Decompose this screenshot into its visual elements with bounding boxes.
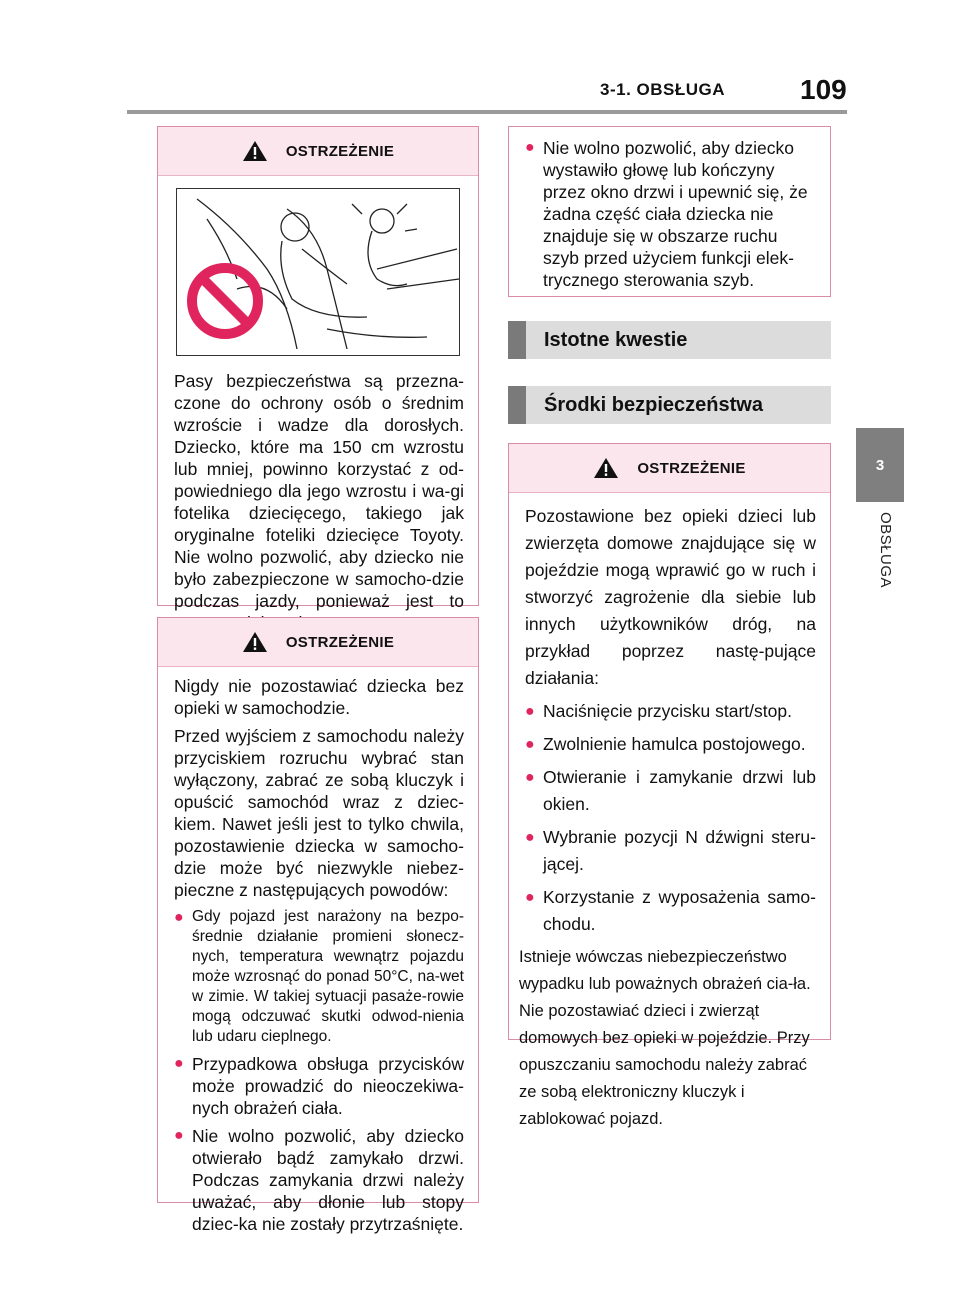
warning-body <box>158 667 478 1251</box>
bullet-icon: ● <box>174 1055 184 1072</box>
bullet-item <box>174 907 464 1047</box>
chapter-tab-number: 3 <box>856 428 904 502</box>
bullet-text: Korzystanie z wyposażenia samo-chodu. <box>543 887 816 934</box>
bullet-text: Gdy pojazd jest narażony na bezpo-średnie działanie promieni słonecz-nych, temperatura wewnątrz pojazdu może wzrosnąć do ponad 50°C, na-wet w zimie. W takiej sytuacji pasaże-rowie mogą odczuwać skutki odwod-nienia lub udaru cieplnego. <box>192 908 464 1045</box>
warning-text: Pasy bezpieczeństwa są przezna-czone do ochrony osób o średnim wzroście i wadze dla dorosłych. Dziecko, które ma 150 cm wzrostu lub mniej, powinno korzystać z od-powiedniego dla jego wzrostu i wa-gi fotelika dziecięcego, takiego jak oryginalne foteliki dziecięce Toyoty. Nie wolno pozwolić, aby dziecko nie było zabezpieczone w samocho-dzie podczas jazdy, ponieważ jest to <box>174 371 464 611</box>
section-title: Środki bezpieczeństwa <box>544 393 763 416</box>
bullet-icon: ● <box>525 829 535 846</box>
bullet-icon: ● <box>174 1127 184 1144</box>
bullet-text: Zwolnienie hamulca postojowego. <box>543 734 806 754</box>
bullet-icon: ● <box>525 769 535 786</box>
warning-title: OSTRZEŻENIE <box>285 142 395 160</box>
chapter-tab-label: OBSŁUGA <box>877 512 894 589</box>
section-marker <box>508 321 526 359</box>
warning-triangle-icon <box>242 140 268 162</box>
bullet-item <box>525 884 816 938</box>
warning-title: OSTRZEŻENIE <box>637 459 746 477</box>
warning-paragraph: Nigdy nie pozostawiać dziecka bez opieki w samochodzie. <box>174 676 464 718</box>
bullet-item <box>525 731 816 758</box>
bullet-icon: ● <box>525 736 535 753</box>
warning-body <box>158 362 478 650</box>
bullet-text: Otwieranie i zamykanie drzwi lub okien. <box>543 767 816 814</box>
warning-paragraph: Pozostawione bez opieki dzieci lub zwierzęta domowe znajdujące się w pojeździe mogą wprawić go w ruch i stworzyć zagrożenie dla siebie lub innych użytkowników dróg, na przykład poprzez nastę-pujące działania: <box>525 506 816 688</box>
warning-body <box>509 493 830 1149</box>
warning-paragraph: Istnieje wówczas niebezpieczeństwo wypadku lub poważnych obrażeń cia-ła. Nie pozostawiać dzieci i zwierząt domowych bez opieki w pojeździe. Przy opuszczaniu samochodu należy zabrać ze sobą elektroniczny kluczyk i zablokować pojazd. <box>519 948 811 1128</box>
bullet-icon: ● <box>525 703 535 720</box>
bullet-icon: ● <box>525 889 535 906</box>
bullet-text: Nie wolno pozwolić, aby dziecko wystawiło głowę lub kończyny przez okno drzwi i upewnić się, że żadna część ciała dziecka nie znajduje się w obszarze ruchu szyb przed użyciem funkcji elek-trycznego sterowania szyb. <box>543 138 808 290</box>
bullet-text: Naciśnięcie przycisku start/stop. <box>543 701 792 721</box>
section-heading-safety <box>508 386 831 424</box>
header-rule <box>127 110 847 114</box>
warning-box-seatbelt <box>157 126 479 611</box>
bullet-text: Wybranie pozycji N dźwigni steru-jącej. <box>543 827 816 874</box>
warning-paragraph: Przed wyjściem z samochodu należy przyciskiem rozruchu wybrać stan wyłączony, zabrać ze sobą kluczyk i opuścić samochód wraz z dziec-kiem. Nawet jeśli jest to tylko chwila, pozostawienie dziecka w samocho-dzie może być niezwykle niebez-pieczne z następujących powodów: <box>174 726 464 900</box>
warning-header <box>158 618 478 667</box>
warning-triangle-icon <box>242 631 268 653</box>
bullet-item <box>525 137 816 291</box>
warning-box-unattended-child <box>157 617 479 1234</box>
bullet-icon: ● <box>525 139 535 156</box>
bullet-item <box>174 1125 464 1235</box>
bullet-text: Nie wolno pozwolić, aby dziecko otwierało bądź zamykało drzwi. Podczas zamykania drzwi należy uważać, aby dłonie lub stopy dziec-ka nie zostały przytrzaśnięte. <box>192 1126 464 1234</box>
warning-box-unattended-vehicle <box>508 443 831 1128</box>
bullet-text: Przypadkowa obsługa przycisków może prowadzić do nieoczekiwa-nych obrażeń ciała. <box>192 1054 464 1118</box>
warning-title: OSTRZEŻENIE <box>285 633 395 651</box>
child-seat-illustration <box>176 188 460 356</box>
prohibition-icon <box>185 261 265 341</box>
warning-header <box>509 444 830 493</box>
section-marker <box>508 386 526 424</box>
warning-body <box>509 127 830 307</box>
warning-triangle-icon <box>593 457 619 479</box>
warning-header <box>158 127 478 176</box>
bullet-item <box>525 824 816 878</box>
section-header: 3-1. OBSŁUGA <box>600 80 726 99</box>
section-title: Istotne kwestie <box>544 328 688 351</box>
bullet-item <box>525 698 816 725</box>
page-number: 109 <box>800 74 847 105</box>
bullet-item <box>525 764 816 818</box>
bullet-icon: ● <box>174 909 184 926</box>
section-heading-important <box>508 321 831 359</box>
warning-box-continued <box>508 126 831 297</box>
bullet-item <box>174 1053 464 1119</box>
